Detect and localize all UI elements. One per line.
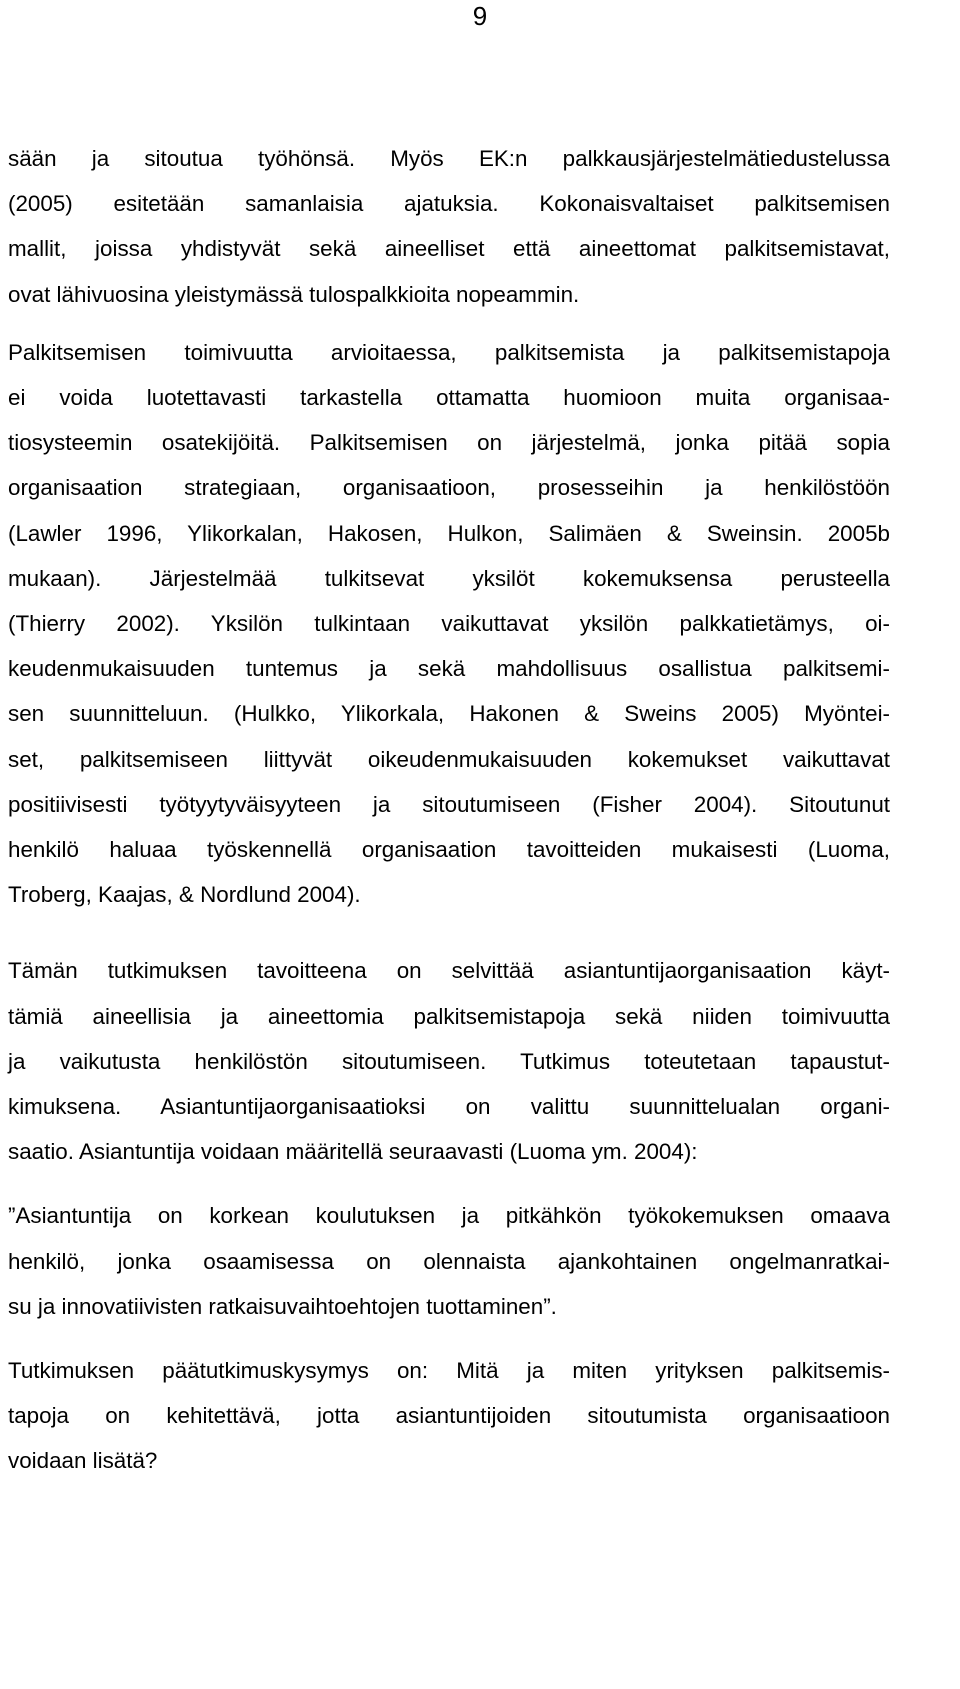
text-line: Palkitsemisen toimivuutta arvioitaessa, palkitsemista ja palkitsemistapoja <box>8 339 890 365</box>
page-number: 9 <box>472 1 488 31</box>
quote-paragraph <box>8 1193 890 1329</box>
text-line: sään ja sitoutua työhönsä. Myös EK:n palkkausjärjestelmätiedustelussa <box>8 146 890 171</box>
document-body <box>8 136 890 1484</box>
text-line: (Thierry 2002). Yksilön tulkintaan vaikuttavat yksilön palkkatietämys, oi- <box>8 611 890 637</box>
paragraph <box>8 330 890 918</box>
text-line: tämiä aineellisia ja aineettomia palkitsemistapoja sekä niiden toimivuutta <box>8 1003 890 1029</box>
text-line: tapoja on kehitettävä, jotta asiantuntijoiden sitoutumista organisaatioon <box>8 1403 890 1429</box>
text-line: ei voida luotettavasti tarkastella ottamatta huomioon muita organisaa- <box>8 385 890 411</box>
text-line: ja vaikutusta henkilöstön sitoutumiseen. Tutkimus toteutetaan tapaustut- <box>8 1048 890 1074</box>
research-question-paragraph <box>8 1348 890 1484</box>
text-line: set, palkitsemiseen liittyvät oikeudenmukaisuuden kokemukset vaikuttavat <box>8 746 890 772</box>
paragraph <box>8 136 890 317</box>
text-line: ”Asiantuntija on korkean koulutuksen ja pitkähkön työkokemuksen omaava <box>8 1203 890 1229</box>
text-line: Tämän tutkimuksen tavoitteena on selvittää asiantuntijaorganisaation käyt- <box>8 958 890 984</box>
text-line: su ja innovatiivisten ratkaisuvaihtoehtojen tuottaminen”. <box>8 1293 557 1319</box>
text-line: saatio. Asiantuntija voidaan määritellä seuraavasti (Luoma ym. 2004): <box>8 1139 698 1165</box>
text-line: Tutkimuksen päätutkimuskysymys on: Mitä ja miten yrityksen palkitsemis- <box>8 1358 890 1384</box>
text-line: ovat lähivuosina yleistymässä tulospalkkioita nopeammin. <box>8 281 580 307</box>
text-line: Troberg, Kaajas, & Nordlund 2004). <box>8 882 361 908</box>
text-line: sen suunnitteluun. (Hulkko, Ylikorkala, Hakonen & Sweins 2005) Myöntei- <box>8 701 890 727</box>
text-line: mukaan). Järjestelmää tulkitsevat yksilöt kokemuksensa perusteella <box>8 565 890 591</box>
text-line: henkilö, jonka osaamisessa on olennaista ajankohtainen ongelmanratkai- <box>8 1248 890 1274</box>
text-line: positiivisesti työtyytyväisyyteen ja sitoutumiseen (Fisher 2004). Sitoutunut <box>8 791 890 817</box>
text-line: (Lawler 1996, Ylikorkalan, Hakosen, Hulkon, Salimäen & Sweinsin. 2005b <box>8 520 890 546</box>
paragraph <box>8 948 890 1174</box>
text-line: tiosysteemin osatekijöitä. Palkitsemisen on järjestelmä, jonka pitää sopia <box>8 430 890 456</box>
text-line: (2005) esitetään samanlaisia ajatuksia. Kokonaisvaltaiset palkitsemisen <box>8 191 890 217</box>
text-line: voidaan lisätä? <box>8 1448 158 1474</box>
text-line: kimuksena. Asiantuntijaorganisaatioksi on valittu suunnittelualan organi- <box>8 1094 890 1120</box>
text-line: mallit, joissa yhdistyvät sekä aineelliset että aineettomat palkitsemistavat, <box>8 236 890 262</box>
text-line: organisaation strategiaan, organisaatioon, prosesseihin ja henkilöstöön <box>8 475 890 501</box>
text-line: henkilö haluaa työskennellä organisaation tavoitteiden mukaisesti (Luoma, <box>8 837 890 863</box>
text-line: keudenmukaisuuden tuntemus ja sekä mahdollisuus osallistua palkitsemi- <box>8 656 890 682</box>
